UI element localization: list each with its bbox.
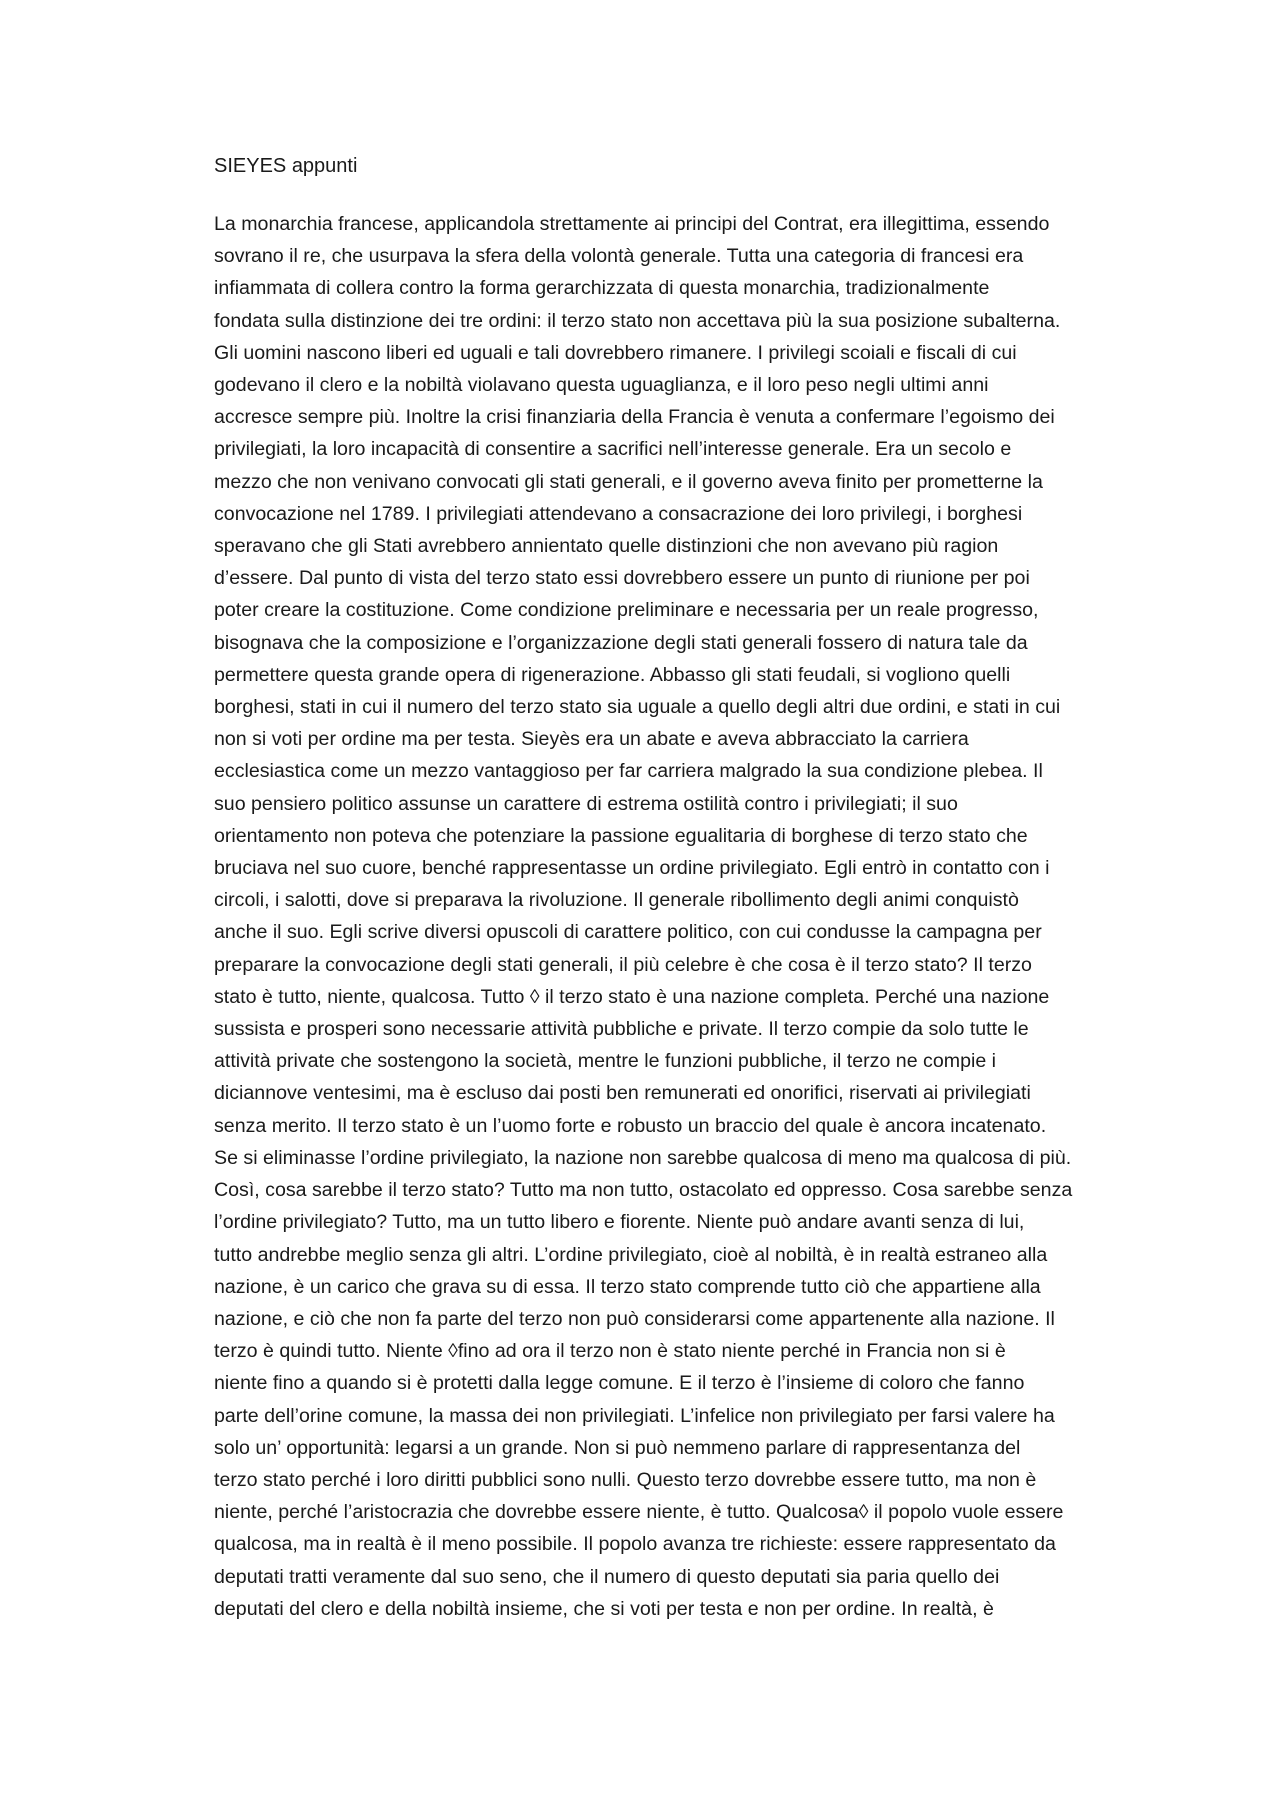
- paragraph-line: godevano il clero e la nobiltà violavano questa uguaglianza, e il loro peso negli ultimi anni: [214, 374, 989, 397]
- paragraph-line: sussista e prosperi sono necessarie attività pubbliche e private. Il terzo compie da solo tutte le: [214, 1018, 1029, 1041]
- paragraph-line: bisognava che la composizione e l’organizzazione degli stati generali fossero di natura tale da: [214, 631, 1028, 654]
- paragraph-line: orientamento non poteva che potenziare la passione egualitaria di borghese di terzo stato che: [214, 824, 1028, 847]
- paragraph-line: qualcosa, ma in realtà è il meno possibile. Il popolo avanza tre richieste: essere rappresentato da: [214, 1533, 1056, 1556]
- paragraph-line: poter creare la costituzione. Come condizione preliminare e necessaria per un reale progresso,: [214, 599, 1039, 622]
- paragraph-line: deputati tratti veramente dal suo seno, che il numero di questo deputati sia paria quello dei: [214, 1565, 1000, 1588]
- paragraph-line: fondata sulla distinzione dei tre ordini: il terzo stato non accettava più la sua posizione subalterna.: [214, 309, 1061, 332]
- paragraph-line: ecclesiastica come un mezzo vantaggioso per far carriera malgrado la sua condizione plebea. Il: [214, 760, 1043, 783]
- paragraph-line: preparare la convocazione degli stati generali, il più celebre è che cosa è il terzo stato? Il terzo: [214, 953, 1032, 976]
- paragraph-line: senza merito. Il terzo stato è un l’uomo forte e robusto un braccio del quale è ancora incatenato.: [214, 1114, 1047, 1137]
- paragraph-line: privilegiati, la loro incapacità di consentire a sacrifici nell’interesse generale. Era un secolo e: [214, 438, 1012, 461]
- paragraph-line: deputati del clero e della nobiltà insieme, che si voti per testa e non per ordine. In realtà, è: [214, 1597, 994, 1620]
- paragraph-line: sovrano il re, che usurpava la sfera della volontà generale. Tutta una categoria di francesi era: [214, 245, 1024, 268]
- document-body: [214, 208, 1172, 1625]
- paragraph-line: accresce sempre più. Inoltre la crisi finanziaria della Francia è venuta a confermare l’egoismo dei: [214, 406, 1055, 429]
- paragraph-line: terzo è quindi tutto. Niente ◊fino ad ora il terzo non è stato niente perché in Francia non si è: [214, 1340, 1006, 1363]
- paragraph-line: Se si eliminasse l’ordine privilegiato, la nazione non sarebbe qualcosa di meno ma qualcosa di più.: [214, 1146, 1072, 1169]
- paragraph-line: anche il suo. Egli scrive diversi opuscoli di carattere politico, con cui condusse la campagna per: [214, 921, 1042, 944]
- paragraph-line: bruciava nel suo cuore, benché rappresentasse un ordine privilegiato. Egli entrò in contatto con i: [214, 857, 1050, 880]
- paragraph-line: niente, perché l’aristocrazia che dovrebbe essere niente, è tutto. Qualcosa◊ il popolo vuole essere: [214, 1501, 1064, 1524]
- paragraph-line: circoli, i salotti, dove si preparava la rivoluzione. Il generale ribollimento degli animi conquistò: [214, 889, 1019, 912]
- paragraph-line: convocazione nel 1789. I privilegiati attendevano a consacrazione dei loro privilegi, i borghesi: [214, 502, 1023, 525]
- paragraph-line: mezzo che non venivano convocati gli stati generali, e il governo aveva finito per prometterne la: [214, 470, 1043, 493]
- paragraph-line: niente fino a quando si è protetti dalla legge comune. E il terzo è l’insieme di coloro che fanno: [214, 1372, 1025, 1395]
- paragraph-line: speravano che gli Stati avrebbero annientato quelle distinzioni che non avevano più ragion: [214, 535, 999, 558]
- paragraph-line: terzo stato perché i loro diritti pubblici sono nulli. Questo terzo dovrebbe essere tutto, ma non è: [214, 1468, 1037, 1491]
- paragraph-line: solo un’ opportunità: legarsi a un grande. Non si può nemmeno parlare di rappresentanza del: [214, 1436, 1021, 1459]
- paragraph-line: borghesi, stati in cui il numero del terzo stato sia uguale a quello degli altri due ordini, e stati in cui: [214, 696, 1061, 719]
- paragraph-line: tutto andrebbe meglio senza gli altri. L’ordine privilegiato, cioè al nobiltà, è in realtà estraneo alla: [214, 1243, 1048, 1266]
- paragraph-line: nazione, e ciò che non fa parte del terzo non può considerarsi come appartenente alla nazione. Il: [214, 1307, 1055, 1330]
- paragraph-line: parte dell’orine comune, la massa dei non privilegiati. L’infelice non privilegiato per farsi valere ha: [214, 1404, 1055, 1427]
- paragraph-line: nazione, è un carico che grava su di essa. Il terzo stato comprende tutto ciò che appartiene alla: [214, 1275, 1041, 1298]
- paragraph-line: suo pensiero politico assunse un carattere di estrema ostilità contro i privilegiati; il suo: [214, 792, 958, 815]
- paragraph-line: d’essere. Dal punto di vista del terzo stato essi dovrebbero essere un punto di riunione per poi: [214, 567, 1030, 590]
- paragraph-line: Gli uomini nascono liberi ed uguali e tali dovrebbero rimanere. I privilegi scoiali e fiscali di cui: [214, 341, 1017, 364]
- paragraph-line: permettere questa grande opera di rigenerazione. Abbasso gli stati feudali, si vogliono quelli: [214, 663, 1011, 686]
- paragraph-line: non si voti per ordine ma per testa. Sieyès era un abate e aveva abbracciato la carriera: [214, 728, 969, 751]
- paragraph-line: diciannove ventesimi, ma è escluso dai posti ben remunerati ed onorifici, riservati ai privilegiati: [214, 1082, 1031, 1105]
- document-title: SIEYES appunti: [214, 155, 358, 177]
- paragraph-line: Così, cosa sarebbe il terzo stato? Tutto ma non tutto, ostacolato ed oppresso. Cosa sarebbe senza: [214, 1179, 1073, 1202]
- paragraph-line: infiammata di collera contro la forma gerarchizzata di questa monarchia, tradizionalmente: [214, 277, 990, 300]
- paragraph-line: La monarchia francese, applicandola strettamente ai principi del Contrat, era illegittima, essendo: [214, 213, 1050, 235]
- paragraph-line: stato è tutto, niente, qualcosa. Tutto ◊ il terzo stato è una nazione completa. Perché una nazione: [214, 985, 1050, 1008]
- paragraph-line: attività private che sostengono la società, mentre le funzioni pubbliche, il terzo ne compie i: [214, 1050, 997, 1073]
- paragraph-line: l’ordine privilegiato? Tutto, ma un tutto libero e fiorente. Niente può andare avanti senza di lui,: [214, 1211, 1025, 1234]
